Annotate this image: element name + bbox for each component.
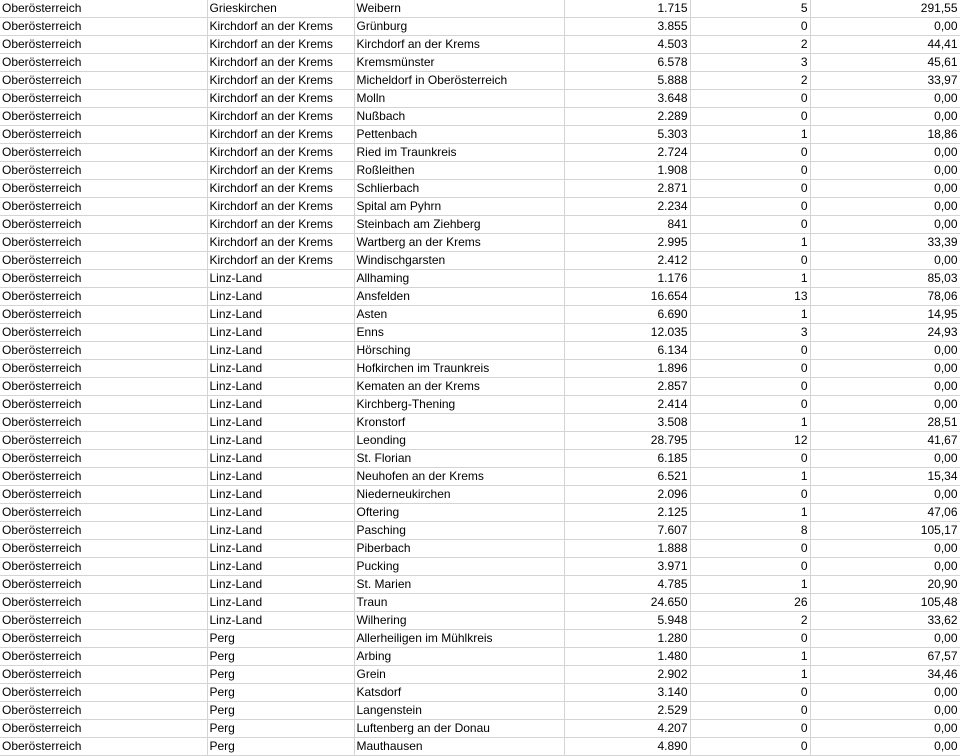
rate-cell[interactable]: 14,95 — [810, 306, 960, 324]
rate-cell[interactable]: 0,00 — [810, 216, 960, 234]
table-row — [0, 252, 960, 270]
cases-cell[interactable]: 1 — [690, 468, 810, 486]
table-row — [0, 54, 960, 72]
cases-cell[interactable]: 1 — [690, 648, 810, 666]
table-row — [0, 684, 960, 702]
cases-cell[interactable]: 13 — [690, 288, 810, 306]
municipality-cell[interactable]: Molln — [354, 90, 564, 108]
table-row — [0, 666, 960, 684]
rate-cell[interactable]: 41,67 — [810, 432, 960, 450]
table-row — [0, 162, 960, 180]
district-cell[interactable]: Perg — [207, 738, 354, 756]
rate-cell[interactable]: 45,61 — [810, 54, 960, 72]
table-row — [0, 108, 960, 126]
municipality-cell[interactable]: Enns — [354, 324, 564, 342]
municipality-cell[interactable]: Schlierbach — [354, 180, 564, 198]
state-cell[interactable]: Oberösterreich — [0, 612, 207, 630]
population-cell[interactable]: 2.871 — [564, 180, 690, 198]
table-row — [0, 360, 960, 378]
cases-cell[interactable]: 0 — [690, 108, 810, 126]
district-cell[interactable]: Kirchdorf an der Krems — [207, 198, 354, 216]
cases-cell[interactable]: 0 — [690, 360, 810, 378]
rate-cell[interactable]: 0,00 — [810, 702, 960, 720]
district-cell[interactable]: Grieskirchen — [207, 0, 354, 18]
population-cell[interactable]: 2.412 — [564, 252, 690, 270]
district-cell[interactable]: Kirchdorf an der Krems — [207, 252, 354, 270]
municipality-cell[interactable]: Piberbach — [354, 540, 564, 558]
cases-cell[interactable]: 0 — [690, 396, 810, 414]
municipality-cell[interactable]: Weibern — [354, 0, 564, 18]
population-cell[interactable]: 3.971 — [564, 558, 690, 576]
table-row — [0, 288, 960, 306]
table-row — [0, 648, 960, 666]
cases-cell[interactable]: 0 — [690, 450, 810, 468]
state-cell[interactable]: Oberösterreich — [0, 468, 207, 486]
district-cell[interactable]: Linz-Land — [207, 396, 354, 414]
municipality-cell[interactable]: Kremsmünster — [354, 54, 564, 72]
population-cell[interactable]: 6.134 — [564, 342, 690, 360]
population-cell[interactable]: 1.888 — [564, 540, 690, 558]
cases-cell[interactable]: 0 — [690, 180, 810, 198]
rate-cell[interactable]: 47,06 — [810, 504, 960, 522]
municipality-cell[interactable]: Allhaming — [354, 270, 564, 288]
municipality-cell[interactable]: Langenstein — [354, 702, 564, 720]
municipality-cell[interactable]: Ansfelden — [354, 288, 564, 306]
municipality-cell[interactable]: Mauthausen — [354, 738, 564, 756]
district-cell[interactable]: Linz-Land — [207, 324, 354, 342]
state-cell[interactable]: Oberösterreich — [0, 666, 207, 684]
population-cell[interactable]: 2.289 — [564, 108, 690, 126]
cases-cell[interactable]: 0 — [690, 540, 810, 558]
table-row — [0, 18, 960, 36]
cases-cell[interactable]: 2 — [690, 72, 810, 90]
rate-cell[interactable]: 0,00 — [810, 162, 960, 180]
municipality-cell[interactable]: Traun — [354, 594, 564, 612]
municipality-cell[interactable]: Kirchberg-Thening — [354, 396, 564, 414]
population-cell[interactable]: 2.529 — [564, 702, 690, 720]
state-cell[interactable]: Oberösterreich — [0, 738, 207, 756]
rate-cell[interactable]: 0,00 — [810, 378, 960, 396]
cases-cell[interactable]: 8 — [690, 522, 810, 540]
state-cell[interactable]: Oberösterreich — [0, 126, 207, 144]
population-cell[interactable]: 24.650 — [564, 594, 690, 612]
rate-cell[interactable]: 0,00 — [810, 108, 960, 126]
state-cell[interactable]: Oberösterreich — [0, 0, 207, 18]
table-row — [0, 270, 960, 288]
municipality-cell[interactable]: Neuhofen an der Krems — [354, 468, 564, 486]
rate-cell[interactable]: 0,00 — [810, 342, 960, 360]
municipality-cell[interactable]: Niederneukirchen — [354, 486, 564, 504]
district-cell[interactable]: Kirchdorf an der Krems — [207, 144, 354, 162]
rate-cell[interactable]: 67,57 — [810, 648, 960, 666]
population-cell[interactable]: 2.857 — [564, 378, 690, 396]
cases-cell[interactable]: 3 — [690, 324, 810, 342]
municipality-cell[interactable]: Windischgarsten — [354, 252, 564, 270]
municipality-cell[interactable]: Wartberg an der Krems — [354, 234, 564, 252]
table-row — [0, 342, 960, 360]
state-cell[interactable]: Oberösterreich — [0, 360, 207, 378]
table-row — [0, 432, 960, 450]
municipality-cell[interactable]: Katsdorf — [354, 684, 564, 702]
table-row — [0, 468, 960, 486]
rate-cell[interactable]: 28,51 — [810, 414, 960, 432]
cases-cell[interactable]: 0 — [690, 720, 810, 738]
municipality-cell[interactable]: Kirchdorf an der Krems — [354, 36, 564, 54]
population-cell[interactable]: 1.176 — [564, 270, 690, 288]
cases-cell[interactable]: 0 — [690, 90, 810, 108]
state-cell[interactable]: Oberösterreich — [0, 594, 207, 612]
table-row — [0, 180, 960, 198]
state-cell[interactable]: Oberösterreich — [0, 18, 207, 36]
district-cell[interactable]: Linz-Land — [207, 540, 354, 558]
municipality-cell[interactable]: Grein — [354, 666, 564, 684]
cases-cell[interactable]: 0 — [690, 684, 810, 702]
state-cell[interactable]: Oberösterreich — [0, 432, 207, 450]
district-cell[interactable]: Linz-Land — [207, 342, 354, 360]
table-row — [0, 720, 960, 738]
rate-cell[interactable]: 0,00 — [810, 540, 960, 558]
district-cell[interactable]: Kirchdorf an der Krems — [207, 90, 354, 108]
municipality-cell[interactable]: Pucking — [354, 558, 564, 576]
district-cell[interactable]: Linz-Land — [207, 576, 354, 594]
rate-cell[interactable]: 18,86 — [810, 126, 960, 144]
state-cell[interactable]: Oberösterreich — [0, 270, 207, 288]
district-cell[interactable]: Linz-Land — [207, 288, 354, 306]
state-cell[interactable]: Oberösterreich — [0, 486, 207, 504]
cases-cell[interactable]: 1 — [690, 504, 810, 522]
district-cell[interactable]: Linz-Land — [207, 270, 354, 288]
state-cell[interactable]: Oberösterreich — [0, 306, 207, 324]
district-cell[interactable]: Perg — [207, 648, 354, 666]
population-cell[interactable]: 1.908 — [564, 162, 690, 180]
population-cell[interactable]: 3.140 — [564, 684, 690, 702]
table-row — [0, 144, 960, 162]
municipality-cell[interactable]: Steinbach am Ziehberg — [354, 216, 564, 234]
municipality-cell[interactable]: Hofkirchen im Traunkreis — [354, 360, 564, 378]
district-cell[interactable]: Perg — [207, 702, 354, 720]
table-row — [0, 486, 960, 504]
state-cell[interactable]: Oberösterreich — [0, 324, 207, 342]
cases-cell[interactable]: 1 — [690, 666, 810, 684]
population-cell[interactable]: 1.280 — [564, 630, 690, 648]
municipality-cell[interactable]: Allerheiligen im Mühlkreis — [354, 630, 564, 648]
rate-cell[interactable]: 0,00 — [810, 558, 960, 576]
rate-cell[interactable]: 33,39 — [810, 234, 960, 252]
table-row — [0, 324, 960, 342]
state-cell[interactable]: Oberösterreich — [0, 162, 207, 180]
district-cell[interactable]: Kirchdorf an der Krems — [207, 18, 354, 36]
table-row — [0, 576, 960, 594]
table-row — [0, 0, 960, 18]
population-cell[interactable]: 2.125 — [564, 504, 690, 522]
state-cell[interactable]: Oberösterreich — [0, 252, 207, 270]
table-row — [0, 216, 960, 234]
municipality-cell[interactable]: Grünburg — [354, 18, 564, 36]
state-cell[interactable]: Oberösterreich — [0, 72, 207, 90]
municipality-cell[interactable]: Hörsching — [354, 342, 564, 360]
state-cell[interactable]: Oberösterreich — [0, 414, 207, 432]
population-cell[interactable]: 2.995 — [564, 234, 690, 252]
table-row — [0, 738, 960, 756]
rate-cell[interactable]: 24,93 — [810, 324, 960, 342]
cases-cell[interactable]: 0 — [690, 738, 810, 756]
district-cell[interactable]: Linz-Land — [207, 468, 354, 486]
rate-cell[interactable]: 0,00 — [810, 180, 960, 198]
rate-cell[interactable]: 85,03 — [810, 270, 960, 288]
cases-cell[interactable]: 0 — [690, 252, 810, 270]
cases-cell[interactable]: 0 — [690, 558, 810, 576]
state-cell[interactable]: Oberösterreich — [0, 684, 207, 702]
table-row — [0, 558, 960, 576]
population-cell[interactable]: 3.508 — [564, 414, 690, 432]
state-cell[interactable]: Oberösterreich — [0, 180, 207, 198]
rate-cell[interactable]: 34,46 — [810, 666, 960, 684]
municipality-cell[interactable]: Pettenbach — [354, 126, 564, 144]
municipality-cell[interactable]: Spital am Pyhrn — [354, 198, 564, 216]
population-cell[interactable]: 4.503 — [564, 36, 690, 54]
district-cell[interactable]: Kirchdorf an der Krems — [207, 36, 354, 54]
municipality-cell[interactable]: Leonding — [354, 432, 564, 450]
rate-cell[interactable]: 78,06 — [810, 288, 960, 306]
table-row — [0, 234, 960, 252]
population-cell[interactable]: 841 — [564, 216, 690, 234]
district-cell[interactable]: Kirchdorf an der Krems — [207, 54, 354, 72]
district-cell[interactable]: Linz-Land — [207, 486, 354, 504]
district-cell[interactable]: Linz-Land — [207, 504, 354, 522]
municipality-cell[interactable]: St. Marien — [354, 576, 564, 594]
population-cell[interactable]: 1.715 — [564, 0, 690, 18]
cases-cell[interactable]: 1 — [690, 234, 810, 252]
rate-cell[interactable]: 0,00 — [810, 486, 960, 504]
cases-cell[interactable]: 0 — [690, 702, 810, 720]
rate-cell[interactable]: 0,00 — [810, 198, 960, 216]
district-cell[interactable]: Kirchdorf an der Krems — [207, 216, 354, 234]
rate-cell[interactable]: 44,41 — [810, 36, 960, 54]
rate-cell[interactable]: 0,00 — [810, 144, 960, 162]
district-cell[interactable]: Perg — [207, 630, 354, 648]
table-row — [0, 306, 960, 324]
municipality-cell[interactable]: Wilhering — [354, 612, 564, 630]
cases-cell[interactable]: 1 — [690, 414, 810, 432]
rate-cell[interactable]: 33,62 — [810, 612, 960, 630]
cases-cell[interactable]: 0 — [690, 486, 810, 504]
table-row — [0, 414, 960, 432]
rate-cell[interactable]: 0,00 — [810, 684, 960, 702]
rate-cell[interactable]: 0,00 — [810, 630, 960, 648]
municipality-cell[interactable]: Luftenberg an der Donau — [354, 720, 564, 738]
population-cell[interactable]: 6.521 — [564, 468, 690, 486]
cases-cell[interactable]: 12 — [690, 432, 810, 450]
population-cell[interactable]: 2.234 — [564, 198, 690, 216]
population-cell[interactable]: 16.654 — [564, 288, 690, 306]
population-cell[interactable]: 1.896 — [564, 360, 690, 378]
state-cell[interactable]: Oberösterreich — [0, 450, 207, 468]
rate-cell[interactable]: 0,00 — [810, 252, 960, 270]
table-row — [0, 126, 960, 144]
cases-cell[interactable]: 5 — [690, 0, 810, 18]
population-cell[interactable]: 2.096 — [564, 486, 690, 504]
cases-cell[interactable]: 0 — [690, 162, 810, 180]
municipality-cell[interactable]: Oftering — [354, 504, 564, 522]
population-cell[interactable]: 2.902 — [564, 666, 690, 684]
district-cell[interactable]: Linz-Land — [207, 450, 354, 468]
district-cell[interactable]: Perg — [207, 720, 354, 738]
state-cell[interactable]: Oberösterreich — [0, 54, 207, 72]
rate-cell[interactable]: 0,00 — [810, 18, 960, 36]
population-cell[interactable]: 28.795 — [564, 432, 690, 450]
population-cell[interactable]: 3.648 — [564, 90, 690, 108]
population-cell[interactable]: 5.948 — [564, 612, 690, 630]
cases-cell[interactable]: 0 — [690, 216, 810, 234]
district-cell[interactable]: Kirchdorf an der Krems — [207, 180, 354, 198]
state-cell[interactable]: Oberösterreich — [0, 630, 207, 648]
district-cell[interactable]: Linz-Land — [207, 612, 354, 630]
cases-cell[interactable]: 1 — [690, 576, 810, 594]
state-cell[interactable]: Oberösterreich — [0, 522, 207, 540]
population-cell[interactable]: 1.480 — [564, 648, 690, 666]
population-cell[interactable]: 6.690 — [564, 306, 690, 324]
municipality-cell[interactable]: Ried im Traunkreis — [354, 144, 564, 162]
cases-cell[interactable]: 0 — [690, 198, 810, 216]
population-cell[interactable]: 4.785 — [564, 576, 690, 594]
table-row — [0, 594, 960, 612]
table-row — [0, 612, 960, 630]
cases-cell[interactable]: 2 — [690, 36, 810, 54]
cases-cell[interactable]: 1 — [690, 270, 810, 288]
population-cell[interactable]: 6.185 — [564, 450, 690, 468]
municipality-cell[interactable]: Arbing — [354, 648, 564, 666]
district-cell[interactable]: Linz-Land — [207, 522, 354, 540]
district-cell[interactable]: Linz-Land — [207, 414, 354, 432]
population-cell[interactable]: 3.855 — [564, 18, 690, 36]
cases-cell[interactable]: 0 — [690, 378, 810, 396]
cases-cell[interactable]: 3 — [690, 54, 810, 72]
table-row — [0, 630, 960, 648]
municipality-cell[interactable]: Kronstorf — [354, 414, 564, 432]
state-cell[interactable]: Oberösterreich — [0, 144, 207, 162]
municipality-cell[interactable]: St. Florian — [354, 450, 564, 468]
table-row — [0, 540, 960, 558]
population-cell[interactable]: 4.890 — [564, 738, 690, 756]
population-cell[interactable]: 7.607 — [564, 522, 690, 540]
state-cell[interactable]: Oberösterreich — [0, 378, 207, 396]
district-cell[interactable]: Kirchdorf an der Krems — [207, 72, 354, 90]
population-cell[interactable]: 12.035 — [564, 324, 690, 342]
district-cell[interactable]: Kirchdorf an der Krems — [207, 162, 354, 180]
state-cell[interactable]: Oberösterreich — [0, 558, 207, 576]
population-cell[interactable]: 4.207 — [564, 720, 690, 738]
cases-cell[interactable]: 1 — [690, 126, 810, 144]
state-cell[interactable]: Oberösterreich — [0, 36, 207, 54]
table-row — [0, 72, 960, 90]
municipality-cell[interactable]: Kematen an der Krems — [354, 378, 564, 396]
state-cell[interactable]: Oberösterreich — [0, 576, 207, 594]
municipality-cell[interactable]: Pasching — [354, 522, 564, 540]
state-cell[interactable]: Oberösterreich — [0, 396, 207, 414]
state-cell[interactable]: Oberösterreich — [0, 234, 207, 252]
rate-cell[interactable]: 15,34 — [810, 468, 960, 486]
rate-cell[interactable]: 0,00 — [810, 396, 960, 414]
district-cell[interactable]: Linz-Land — [207, 306, 354, 324]
state-cell[interactable]: Oberösterreich — [0, 288, 207, 306]
table-row — [0, 90, 960, 108]
rate-cell[interactable]: 105,48 — [810, 594, 960, 612]
table-row — [0, 198, 960, 216]
rate-cell[interactable]: 20,90 — [810, 576, 960, 594]
state-cell[interactable]: Oberösterreich — [0, 198, 207, 216]
municipality-cell[interactable]: Roßleithen — [354, 162, 564, 180]
state-cell[interactable]: Oberösterreich — [0, 702, 207, 720]
district-cell[interactable]: Perg — [207, 684, 354, 702]
state-cell[interactable]: Oberösterreich — [0, 540, 207, 558]
rate-cell[interactable]: 0,00 — [810, 450, 960, 468]
district-cell[interactable]: Linz-Land — [207, 360, 354, 378]
population-cell[interactable]: 2.724 — [564, 144, 690, 162]
rate-cell[interactable]: 0,00 — [810, 738, 960, 756]
population-cell[interactable]: 2.414 — [564, 396, 690, 414]
rate-cell[interactable]: 33,97 — [810, 72, 960, 90]
cases-cell[interactable]: 0 — [690, 18, 810, 36]
district-cell[interactable]: Linz-Land — [207, 594, 354, 612]
rate-cell[interactable]: 0,00 — [810, 720, 960, 738]
cases-cell[interactable]: 0 — [690, 342, 810, 360]
district-cell[interactable]: Kirchdorf an der Krems — [207, 234, 354, 252]
table-row — [0, 36, 960, 54]
population-cell[interactable]: 5.303 — [564, 126, 690, 144]
district-cell[interactable]: Kirchdorf an der Krems — [207, 126, 354, 144]
district-cell[interactable]: Perg — [207, 666, 354, 684]
population-cell[interactable]: 6.578 — [564, 54, 690, 72]
cases-cell[interactable]: 0 — [690, 144, 810, 162]
cases-cell[interactable]: 2 — [690, 612, 810, 630]
district-cell[interactable]: Linz-Land — [207, 432, 354, 450]
municipality-cell[interactable]: Asten — [354, 306, 564, 324]
table-row — [0, 522, 960, 540]
state-cell[interactable]: Oberösterreich — [0, 90, 207, 108]
cases-cell[interactable]: 0 — [690, 630, 810, 648]
municipality-cell[interactable]: Micheldorf in Oberösterreich — [354, 72, 564, 90]
rate-cell[interactable]: 0,00 — [810, 360, 960, 378]
rate-cell[interactable]: 291,55 — [810, 0, 960, 18]
state-cell[interactable]: Oberösterreich — [0, 504, 207, 522]
rate-cell[interactable]: 0,00 — [810, 90, 960, 108]
table-row — [0, 504, 960, 522]
district-cell[interactable]: Kirchdorf an der Krems — [207, 108, 354, 126]
population-cell[interactable]: 5.888 — [564, 72, 690, 90]
table-row — [0, 450, 960, 468]
state-cell[interactable]: Oberösterreich — [0, 108, 207, 126]
state-cell[interactable]: Oberösterreich — [0, 216, 207, 234]
cases-cell[interactable]: 26 — [690, 594, 810, 612]
table-row — [0, 396, 960, 414]
state-cell[interactable]: Oberösterreich — [0, 720, 207, 738]
municipality-cell[interactable]: Nußbach — [354, 108, 564, 126]
district-cell[interactable]: Linz-Land — [207, 558, 354, 576]
cases-cell[interactable]: 1 — [690, 306, 810, 324]
state-cell[interactable]: Oberösterreich — [0, 648, 207, 666]
state-cell[interactable]: Oberösterreich — [0, 342, 207, 360]
district-cell[interactable]: Linz-Land — [207, 378, 354, 396]
rate-cell[interactable]: 105,17 — [810, 522, 960, 540]
table-row — [0, 702, 960, 720]
table-row — [0, 378, 960, 396]
